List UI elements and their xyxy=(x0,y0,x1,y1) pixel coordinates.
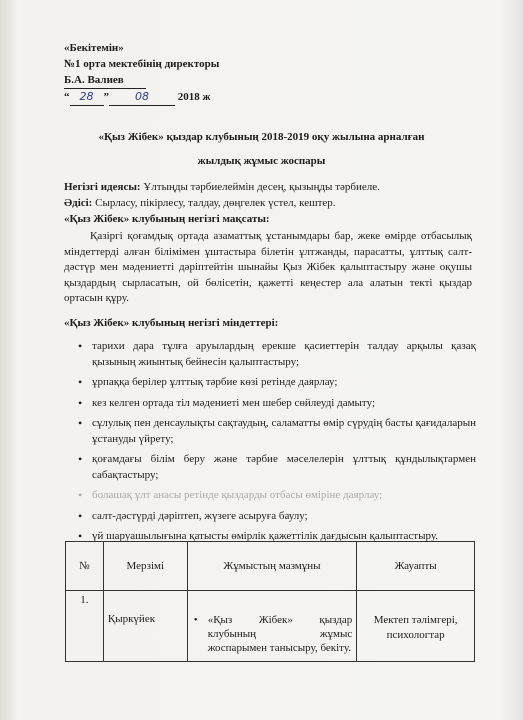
header-content: Жұмыстың мазмұны xyxy=(187,542,357,591)
approval-date xyxy=(64,89,219,106)
tasks-heading: «Қыз Жібек» клубының негізгі міндеттері: xyxy=(64,317,279,329)
director-name-text: Б.А. Валиев xyxy=(64,72,146,89)
idea-line xyxy=(64,180,472,196)
idea-label: Негізгі идеясы: xyxy=(64,181,141,193)
list-item: • ұрпаққа берілер ұлттық тәрбие көзі ретінде даярлау; xyxy=(78,375,476,391)
date-open-quote: “ xyxy=(64,91,70,103)
date-year: 2018 ж xyxy=(177,91,211,103)
goal-heading: «Қыз Жібек» клубының негізгі мақсаты: xyxy=(64,213,270,225)
method-label: Әдісі: xyxy=(64,197,93,209)
method-line xyxy=(64,196,472,212)
approval-director-name xyxy=(64,72,219,89)
list-item: • қоғамдағы білім беру және тәрбие мәселелерін ұлттық құндылықтармен сабақтастыру; xyxy=(78,452,476,483)
list-item: • тарихи дара тұлға аруылардың ерекше қасиеттерін талдау арқылы қазақ қызының жиынтық бейнесін қалыптастыру; xyxy=(78,339,476,370)
idea-text: Ұлтыңды тәрбиелеймін десең, қызыңды тәрбиеле. xyxy=(140,181,380,193)
approval-block xyxy=(64,40,219,106)
table-header-row xyxy=(66,542,475,591)
list-item: • сұлулық пен денсаулықты сақтаудың, саламатты өмір сүрудің басты қағидаларын ұстануды үйрету; xyxy=(78,416,476,447)
list-item: • үй шаруашылығына қатысты өмірлік қажеттілік дағдысын қалыптастыру. xyxy=(78,529,476,545)
row-content-cell xyxy=(187,591,357,662)
method-text: Сырласу, пікірлесу, талдау, дөңгелек үстел, кештер. xyxy=(92,197,336,209)
tasks-list xyxy=(78,339,476,550)
row-responsible: Мектеп тәлімгері, психологтар xyxy=(357,591,475,662)
header-number: № xyxy=(66,542,104,591)
date-close-quote: ” xyxy=(103,91,109,103)
table-row xyxy=(66,591,475,662)
goal-text: Қазіргі қоғамдық ортада азаматтық ұстанымдары бар, жеке өмірде отбасылық міндеттерді алған білімімен ұштастыра білетін ұлтжанды, парасатты, ұлттық салт-дәстүр мен мәдениетті дәріптейтін шынайы Қыз Жібек қалыптастыру және оқушы қыздардың сырласатын, ой бөлісетін, қажетті кеңестер ала алатын текті қыздар ортасын құру. xyxy=(64,230,472,304)
row-number: 1. xyxy=(66,591,104,662)
list-item: • кез келген ортада тіл мәдениеті мен шебер сөйлеуді дамыту; xyxy=(78,396,476,412)
plan-table xyxy=(65,541,475,662)
plan-title-line1: «Қыз Жібек» қыздар клубының 2018-2019 оқу жылына арналған xyxy=(98,131,425,143)
list-item: • «Қыз Жібек» қыздар клубының жұмыс жоспарымен танысыру, бекіту. xyxy=(190,613,353,655)
approval-position: №1 орта мектебінің директоры xyxy=(64,58,220,70)
list-item: • болашақ ұлт анасы ретінде қыздарды отбасы өміріне даярлау; xyxy=(78,488,476,504)
date-day-handwritten: 28 xyxy=(70,89,104,106)
date-month-handwritten: 08 xyxy=(109,89,175,106)
approval-stamp-title: «Бекітемін» xyxy=(64,42,124,54)
row-content-list xyxy=(190,613,353,655)
list-item: • салт-дәстүрді дәріптеп, жүзеге асыруға баулу; xyxy=(78,509,476,525)
header-date: Мерзімі xyxy=(103,542,187,591)
header-responsible: Жауапты xyxy=(357,542,475,591)
row-date: Қыркүйек xyxy=(103,591,187,662)
plan-title-line2: жылдық жұмыс жоспары xyxy=(197,155,326,167)
